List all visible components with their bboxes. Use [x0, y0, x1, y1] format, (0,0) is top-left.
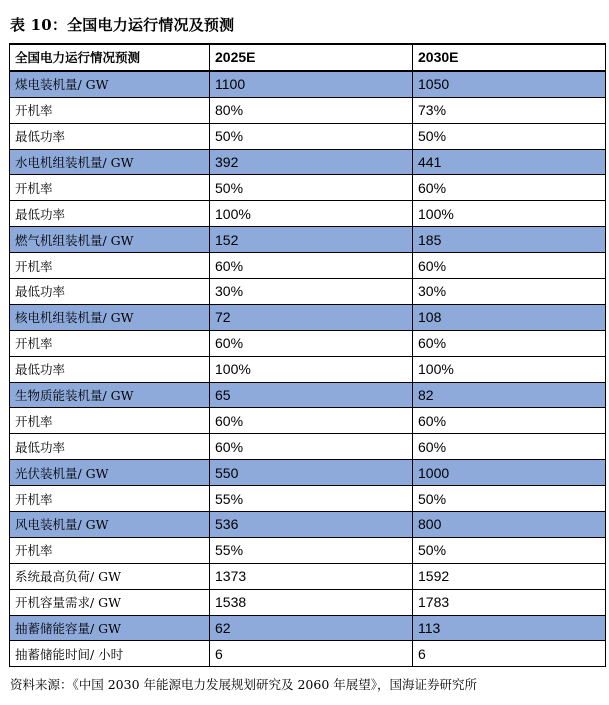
table-row — [10, 201, 606, 227]
row-value-2025e: 100% — [210, 356, 413, 382]
row-value-2025e: 536 — [210, 512, 413, 538]
table-row — [10, 330, 606, 356]
row-value-2025e: 30% — [210, 279, 413, 305]
row-value-2025e: 60% — [210, 408, 413, 434]
row-value-2025e: 60% — [210, 330, 413, 356]
table-row — [10, 408, 606, 434]
table-row — [10, 304, 606, 330]
table-row — [10, 253, 606, 279]
table-row — [10, 149, 606, 175]
row-value-2025e: 50% — [210, 175, 413, 201]
row-value-2030e: 100% — [413, 356, 606, 382]
row-label: 水电机组装机量/ GW — [10, 149, 210, 175]
row-value-2025e: 60% — [210, 434, 413, 460]
row-value-2025e: 550 — [210, 460, 413, 486]
row-value-2025e: 62 — [210, 615, 413, 641]
table-row — [10, 382, 606, 408]
table-row — [10, 615, 606, 641]
row-label: 开机容量需求/ GW — [10, 589, 210, 615]
row-label: 抽蓄储能容量/ GW — [10, 615, 210, 641]
table-header-row — [10, 44, 606, 71]
row-value-2030e: 60% — [413, 253, 606, 279]
row-value-2030e: 73% — [413, 97, 606, 123]
row-value-2030e: 108 — [413, 304, 606, 330]
table-row — [10, 512, 606, 538]
row-value-2025e: 55% — [210, 486, 413, 512]
table-row — [10, 227, 606, 253]
row-label: 风电装机量/ GW — [10, 512, 210, 538]
row-value-2025e: 55% — [210, 537, 413, 563]
row-value-2030e: 60% — [413, 408, 606, 434]
row-label: 最低功率 — [10, 279, 210, 305]
row-label: 开机率 — [10, 97, 210, 123]
row-label: 煤电装机量/ GW — [10, 71, 210, 97]
table-row — [10, 123, 606, 149]
row-value-2030e: 30% — [413, 279, 606, 305]
row-value-2025e: 80% — [210, 97, 413, 123]
table-row — [10, 589, 606, 615]
table-row — [10, 641, 606, 667]
row-value-2030e: 185 — [413, 227, 606, 253]
row-value-2025e: 392 — [210, 149, 413, 175]
row-value-2025e: 50% — [210, 123, 413, 149]
table-row — [10, 460, 606, 486]
table-row — [10, 537, 606, 563]
table-title: 表 10：全国电力运行情况及预测 — [10, 16, 235, 34]
row-value-2025e: 1100 — [210, 71, 413, 97]
row-value-2030e: 1000 — [413, 460, 606, 486]
row-label: 最低功率 — [10, 123, 210, 149]
row-value-2030e: 113 — [413, 615, 606, 641]
table-row — [10, 97, 606, 123]
row-label: 燃气机组装机量/ GW — [10, 227, 210, 253]
table-row — [10, 71, 606, 97]
power-forecast-table — [9, 43, 606, 667]
row-value-2030e: 1592 — [413, 563, 606, 589]
row-label: 最低功率 — [10, 434, 210, 460]
row-value-2030e: 1783 — [413, 589, 606, 615]
row-value-2025e: 6 — [210, 641, 413, 667]
row-value-2030e: 6 — [413, 641, 606, 667]
table-row — [10, 486, 606, 512]
row-label: 核电机组装机量/ GW — [10, 304, 210, 330]
source-note: 资料来源：《中国 2030 年能源电力发展规划研究及 2060 年展望》，国海证券研究所 — [10, 677, 478, 692]
header-2025e: 2025E — [210, 44, 413, 71]
row-value-2030e: 60% — [413, 330, 606, 356]
table-body — [10, 71, 606, 667]
table-row — [10, 563, 606, 589]
table-row — [10, 279, 606, 305]
row-label: 开机率 — [10, 330, 210, 356]
table-row — [10, 356, 606, 382]
row-value-2030e: 50% — [413, 123, 606, 149]
row-label: 最低功率 — [10, 356, 210, 382]
row-value-2025e: 65 — [210, 382, 413, 408]
table-row — [10, 175, 606, 201]
row-label: 生物质能装机量/ GW — [10, 382, 210, 408]
row-value-2030e: 800 — [413, 512, 606, 538]
header-category: 全国电力运行情况预测 — [10, 44, 210, 71]
row-label: 最低功率 — [10, 201, 210, 227]
row-value-2030e: 50% — [413, 486, 606, 512]
row-label: 光伏装机量/ GW — [10, 460, 210, 486]
row-value-2030e: 60% — [413, 434, 606, 460]
table-row — [10, 434, 606, 460]
row-label: 开机率 — [10, 486, 210, 512]
header-2030e: 2030E — [413, 44, 606, 71]
row-label: 开机率 — [10, 537, 210, 563]
row-label: 抽蓄储能时间/ 小时 — [10, 641, 210, 667]
row-label: 开机率 — [10, 408, 210, 434]
row-value-2030e: 50% — [413, 537, 606, 563]
row-value-2025e: 72 — [210, 304, 413, 330]
row-value-2030e: 60% — [413, 175, 606, 201]
row-label: 开机率 — [10, 253, 210, 279]
row-value-2025e: 1373 — [210, 563, 413, 589]
row-label: 开机率 — [10, 175, 210, 201]
row-value-2025e: 100% — [210, 201, 413, 227]
row-value-2025e: 60% — [210, 253, 413, 279]
row-value-2030e: 82 — [413, 382, 606, 408]
row-value-2030e: 100% — [413, 201, 606, 227]
row-label: 系统最高负荷/ GW — [10, 563, 210, 589]
row-value-2025e: 152 — [210, 227, 413, 253]
row-value-2030e: 1050 — [413, 71, 606, 97]
row-value-2030e: 441 — [413, 149, 606, 175]
row-value-2025e: 1538 — [210, 589, 413, 615]
